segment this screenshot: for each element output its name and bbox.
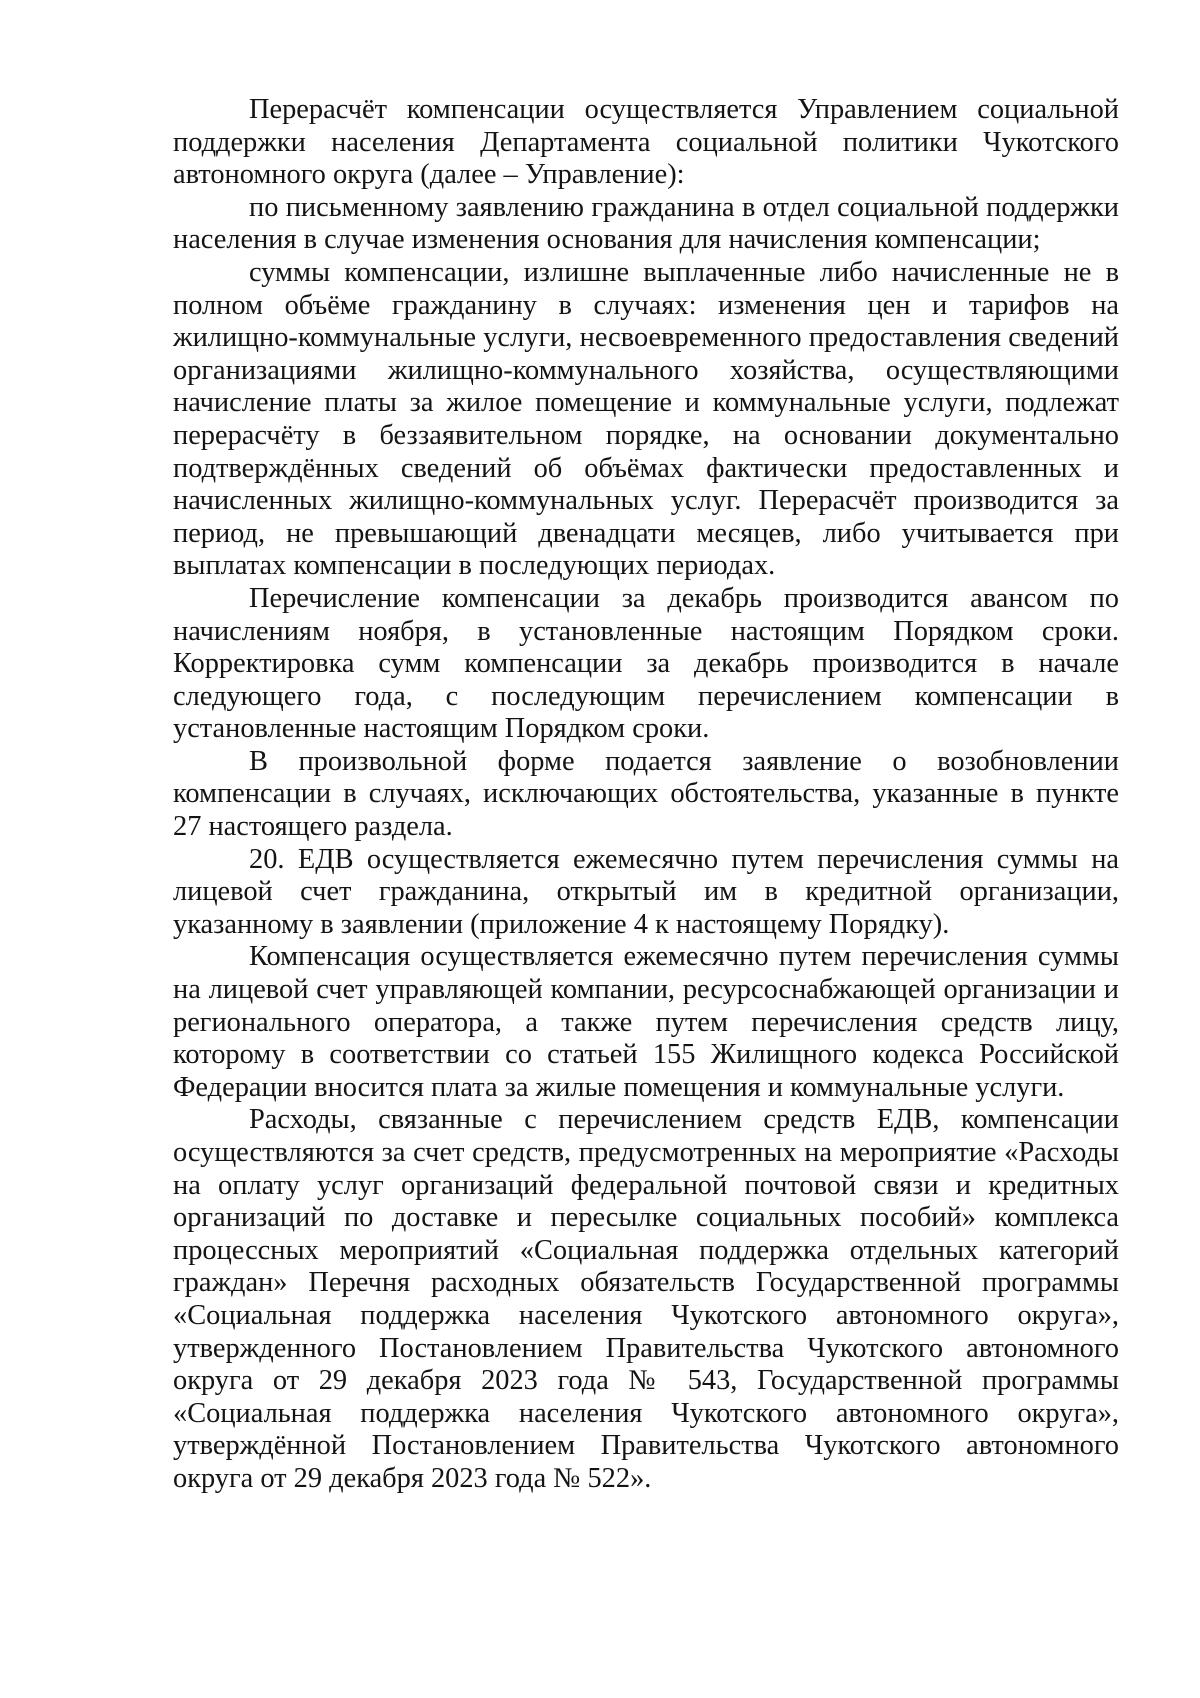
paragraph-written-application: по письменному заявлению гражданина в отдел социальной поддержки населения в случае изменения основания для начисления компенсации; (173, 191, 1119, 256)
paragraph-item-20-edv: 20. ЕДВ осуществляется ежемесячно путем перечисления суммы на лицевой счет гражданина, открытый им в кредитной организации, указанному в заявлении (приложение 4 к настоящему Порядку). (173, 843, 1119, 940)
paragraph-compensation-transfer: Компенсация осуществляется ежемесячно путем перечисления суммы на лицевой счет управляющей компании, ресурсоснабжающей организации и регионального оператора, а также путем перечисления средств лицу, которому в соответствии со статьей 155 Жилищного кодекса Российской Федерации вносится плата за жилые помещения и коммунальные услуги. (173, 941, 1119, 1103)
paragraph-resumption-application: В произвольной форме подается заявление о возобновлении компенсации в случаях, исключающих обстоятельства, указанные в пункте 27 настоящего раздела. (173, 745, 1119, 843)
paragraph-overpaid-sums: суммы компенсации, излишне выплаченные либо начисленные не в полном объёме гражданину в случаях: изменения цен и тарифов на жилищно-коммунальные услуги, несвоевременного предоставления сведений организациями жилищно-коммунального хозяйства, осуществляющими начисление платы за жилое помещение и коммунальные услуги, подлежат перерасчёту в беззаявительном порядке, на основании документально подтверждённых сведений об объёмах фактически предоставленных и начисленных жилищно-коммунальных услуг. Перерасчёт производится за период, не превышающий двенадцати месяцев, либо учитывается при выплатах компенсации в последующих периодах. (173, 256, 1119, 582)
paragraph-recalculation: Перерасчёт компенсации осуществляется Управлением социальной поддержки населения Департамента социальной политики Чукотского автономного округа (далее – Управление): (173, 94, 1119, 191)
paragraph-expenses: Расходы, связанные с перечислением средств ЕДВ, компенсации осуществляются за счет средств, предусмотренных на мероприятие «Расходы на оплату услуг организаций федеральной почтовой связи и кредитных организаций по доставке и пересылке социальных пособий» комплекса процессных мероприятий «Социальная поддержка отдельных категорий граждан» Перечня расходных обязательств Государственной программы «Социальная поддержка населения Чукотского автономного округа», утвержденного Постановлением Правительства Чукотского автономного округа от 29 декабря 2023 года № 543, Государственной программы «Социальная поддержка населения Чукотского автономного округа», утверждённой Постановлением Правительства Чукотского автономного округа от 29 декабря 2023 года № 522». (173, 1104, 1119, 1494)
paragraph-december-transfer: Перечисление компенсации за декабрь производится авансом по начислениям ноября, в установленные настоящим Порядком сроки. Корректировка сумм компенсации за декабрь производится в начале следующего года, с последующим перечислением компенсации в установленные настоящим Порядком сроки. (173, 582, 1119, 745)
document-body (173, 94, 1119, 1496)
